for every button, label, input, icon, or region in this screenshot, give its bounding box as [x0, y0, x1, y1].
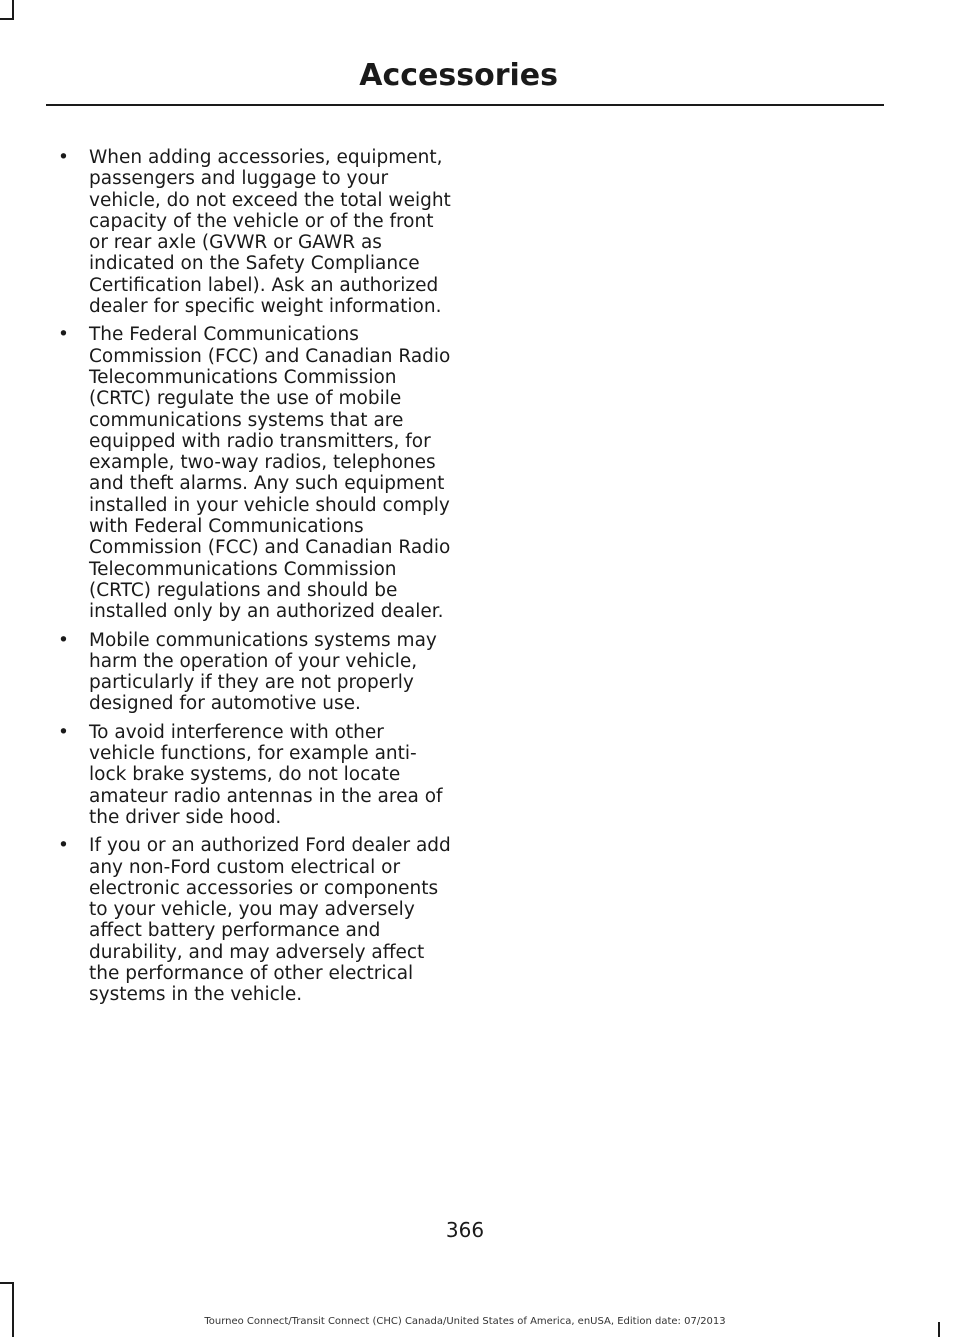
list-item-text: To avoid interference with other vehicle functions, for example anti-lock brake systems, do not locate amateur radio antennas in the area of the driver side hood.: [89, 721, 443, 828]
crop-mark-bottom-left-h: [0, 1282, 14, 1284]
bullet-list: [54, 147, 454, 1013]
list-item-text: If you or an authorized Ford dealer add any non-Ford custom electrical or electronic accessories or components to your vehicle, you may adversely affect battery performance and durability, and may adversely affect the performance of other electrical systems in the vehicle.: [89, 835, 451, 1006]
bullet-marker: •: [58, 147, 69, 168]
list-item: [54, 630, 454, 715]
header-rule: [46, 104, 884, 106]
page-number: 366: [445, 1218, 485, 1242]
crop-mark-top-left-v: [12, 0, 14, 20]
page-title: Accessories: [359, 58, 558, 93]
list-item-text: When adding accessories, equipment, passengers and luggage to your vehicle, do not exceed the total weight capacity of the vehicle or of the front or rear axle (GVWR or GAWR as indicated on the Safety Compliance Certification label). Ask an authorized dealer for specific weight information.: [89, 147, 451, 318]
crop-mark-bottom-left-v: [12, 1282, 14, 1337]
footer-edition-info: Tourneo Connect/Transit Connect (CHC) Canada/United States of America, enUSA, Edition date: 07/2013: [204, 1316, 726, 1327]
list-item-text: Mobile communications systems may harm the operation of your vehicle, particularly if they are not properly designed for automotive use.: [89, 629, 437, 715]
list-item: [54, 147, 454, 317]
list-item: [54, 722, 454, 828]
bullet-marker: •: [58, 835, 69, 857]
list-item: [54, 324, 454, 622]
bullet-marker: •: [58, 721, 69, 743]
bullet-marker: •: [58, 324, 69, 346]
crop-mark-bottom-right-v: [938, 1322, 940, 1337]
list-item: [54, 835, 454, 1005]
bullet-marker: •: [58, 629, 69, 651]
list-item-text: The Federal Communications Commission (FCC) and Canadian Radio Telecommunications Commission (CRTC) regulate the use of mobile communications systems that are equipped with radio transmitters, for example, two-way radios, telephones and theft alarms. Any such equipment installed in your vehicle should comply with Federal Communications Commission (FCC) and Canadian Radio Telecommunications Commission (CRTC) regulations and should be installed only by an authorized dealer.: [89, 324, 451, 623]
crop-mark-top-left-h: [0, 18, 14, 20]
